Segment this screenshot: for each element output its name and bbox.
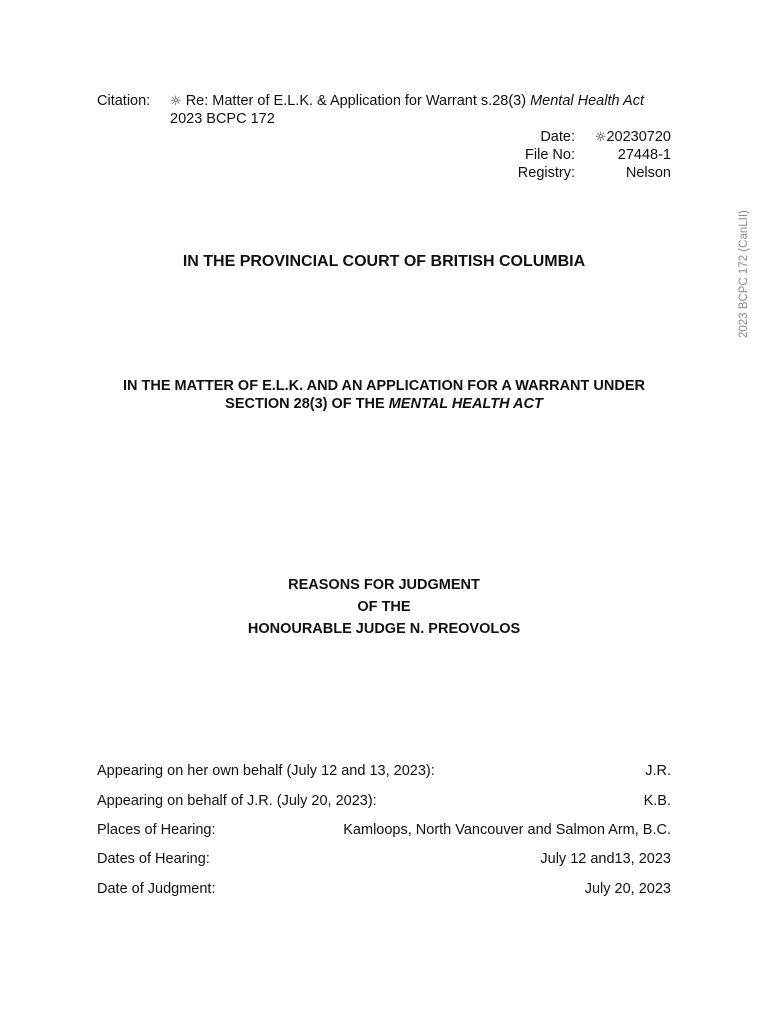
court-heading: IN THE PROVINCIAL COURT OF BRITISH COLUMBIA xyxy=(182,253,586,270)
neutral-citation: 2023 BCPC 172 xyxy=(170,111,275,127)
judgment-date-value: July 20, 2023 xyxy=(584,881,671,897)
registry-label: Registry: xyxy=(517,165,575,181)
reasons-line-1: REASONS FOR JUDGMENT xyxy=(288,577,480,593)
judgment-date-label: Date of Judgment: xyxy=(97,881,216,897)
reasons-line-3: HONOURABLE JUDGE N. PREOVOLOS xyxy=(247,621,521,637)
hearing-dates-value: July 12 and13, 2023 xyxy=(540,851,671,867)
appearance-value: J.R. xyxy=(645,763,671,779)
appearance-row xyxy=(97,793,671,813)
hearing-places-label: Places of Hearing: xyxy=(97,822,216,838)
citation-act-name: Mental Health Act xyxy=(530,93,644,109)
matter-title xyxy=(0,377,768,413)
appearance-row xyxy=(97,763,671,783)
hearing-places-row xyxy=(97,822,671,842)
appearance-value: K.B. xyxy=(643,793,671,809)
sun-glyph-icon: ☼ xyxy=(594,130,607,145)
citation-title-text: Re: Matter of E.L.K. & Application for Warrant s.28(3) xyxy=(185,93,527,109)
citation-title xyxy=(170,93,644,109)
matter-line-2 xyxy=(0,395,768,413)
reasons-line-2: OF THE xyxy=(357,599,411,615)
appearance-label: Appearing on her own behalf (July 12 and 13, 2023): xyxy=(97,763,435,779)
hearing-places-value: Kamloops, North Vancouver and Salmon Arm, B.C. xyxy=(343,822,671,838)
hearing-dates-label: Dates of Hearing: xyxy=(97,851,210,867)
hearing-dates-row xyxy=(97,851,671,871)
matter-act-name: MENTAL HEALTH ACT xyxy=(388,396,543,412)
citation-label: Citation: xyxy=(97,93,151,109)
date-label: Date: xyxy=(540,129,575,145)
sun-glyph-icon: ☼ xyxy=(170,94,182,109)
file-number-value: 27448-1 xyxy=(617,147,671,163)
matter-line-1: IN THE MATTER OF E.L.K. AND AN APPLICATION FOR A WARRANT UNDER xyxy=(123,378,645,394)
registry-value: Nelson xyxy=(625,165,671,181)
canlii-watermark: 2023 BCPC 172 (CanLII) xyxy=(738,210,750,338)
file-number-label: File No: xyxy=(525,147,575,163)
matter-line-2-text: SECTION 28(3) OF THE xyxy=(225,396,385,412)
date-value-text: 20230720 xyxy=(606,129,671,145)
date-value xyxy=(595,129,671,145)
appearance-label: Appearing on behalf of J.R. (July 20, 2023): xyxy=(97,793,377,809)
judgment-date-row xyxy=(97,881,671,901)
